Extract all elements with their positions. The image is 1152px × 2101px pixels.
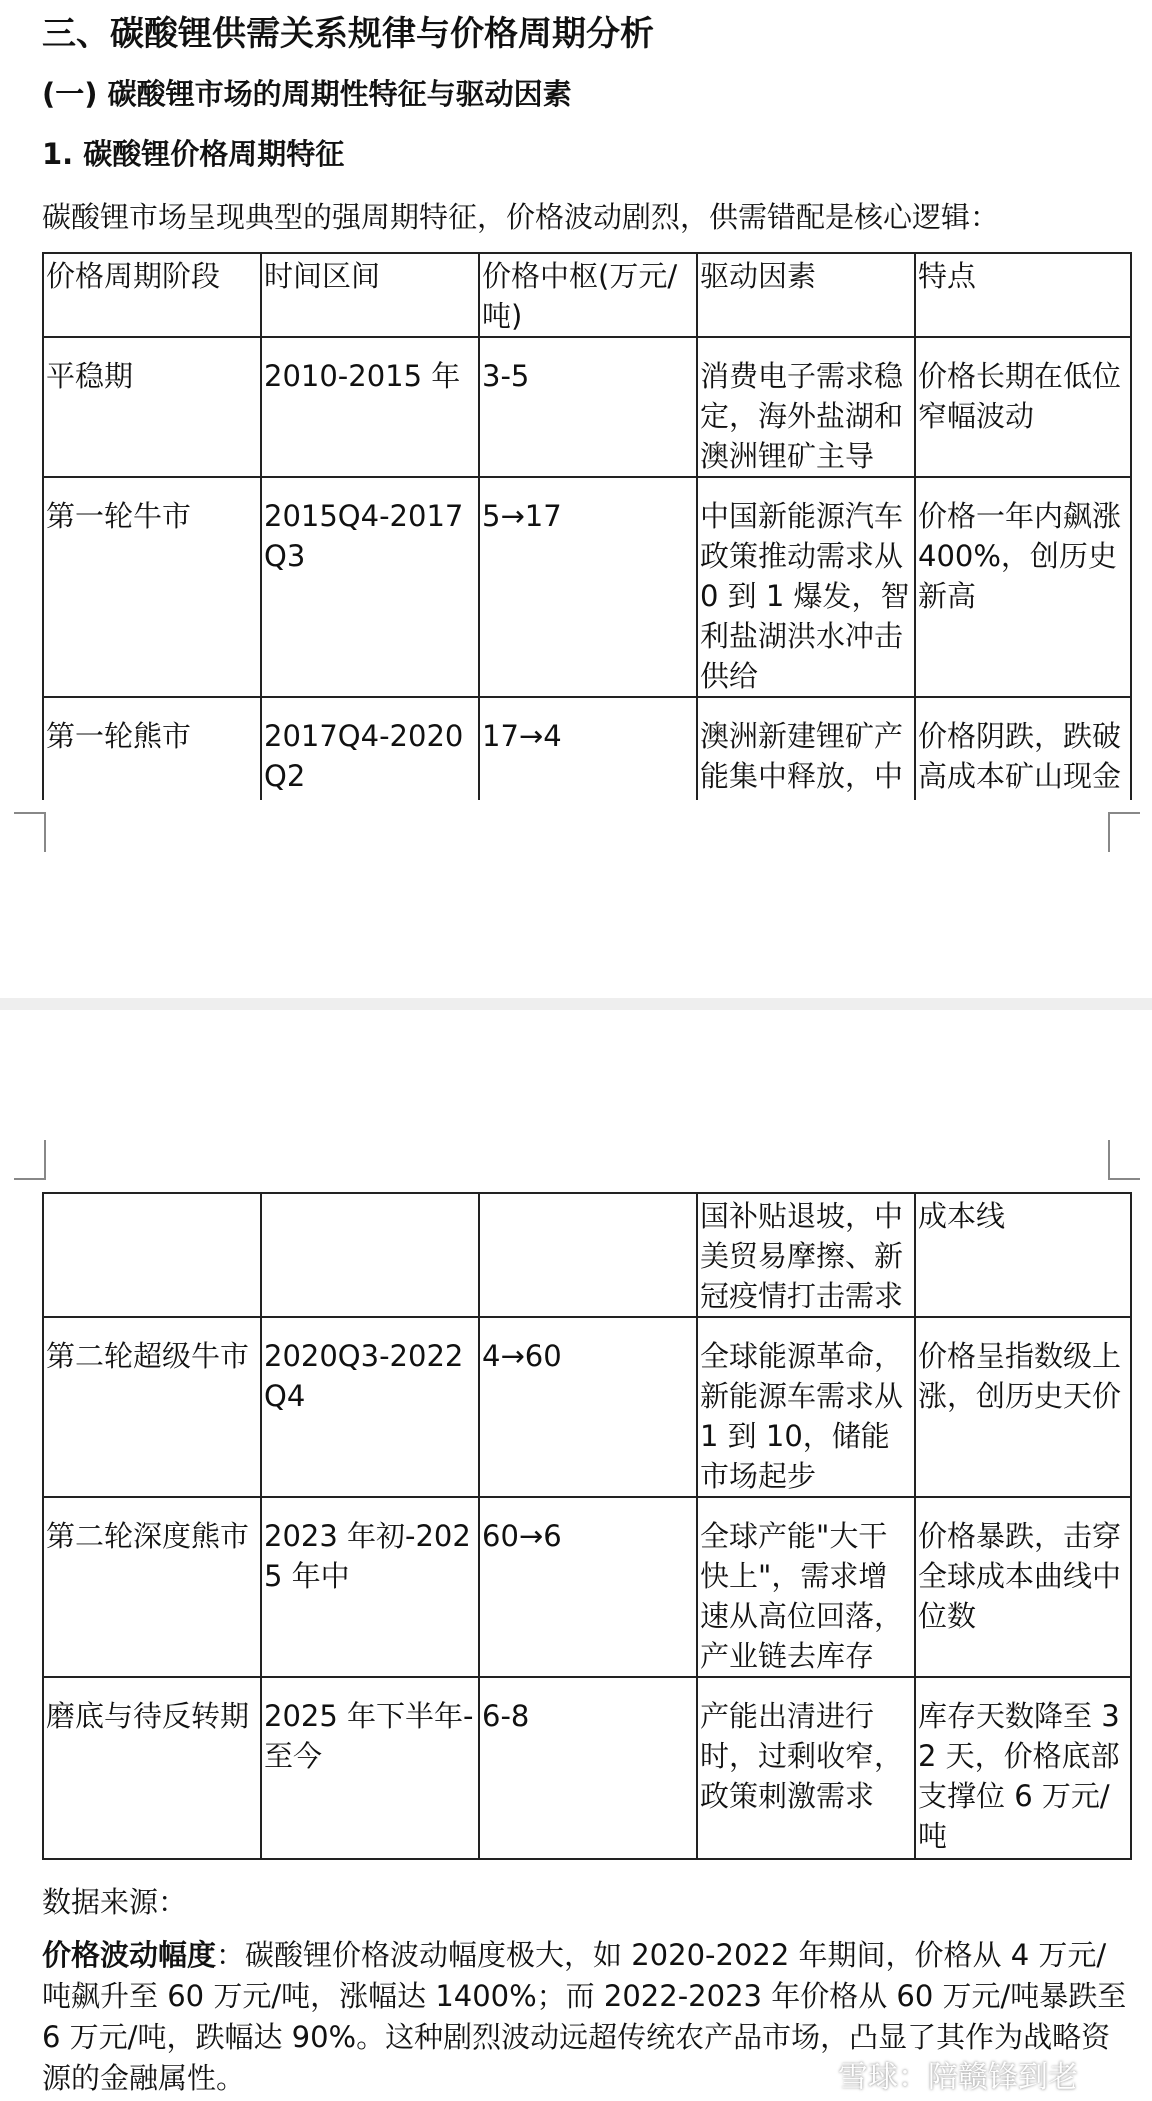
table-cell: 2015Q4-2017Q3 [261, 477, 479, 697]
table-cell [261, 1193, 479, 1317]
table-header-row [43, 253, 1131, 337]
table-cell: 第二轮深度熊市 [43, 1497, 261, 1677]
table-cell: 全球能源革命，新能源车需求从 1 到 10，储能市场起步 [697, 1317, 915, 1497]
table-cell: 磨底与待反转期 [43, 1677, 261, 1859]
table-cell: 2017Q4-2020Q2 [261, 697, 479, 800]
table-cell: 消费电子需求稳定，海外盐湖和澳洲锂矿主导 [697, 337, 915, 477]
table-cell: 4→60 [479, 1317, 697, 1497]
table-cell: 2020Q3-2022Q4 [261, 1317, 479, 1497]
table-cell: 第二轮超级牛市 [43, 1317, 261, 1497]
table-cell: 第一轮熊市 [43, 697, 261, 800]
header-cell: 价格周期阶段 [43, 253, 261, 337]
table-row [43, 1677, 1131, 1859]
table-page-1 [42, 252, 1132, 800]
header-cell: 驱动因素 [697, 253, 915, 337]
table-cell: 第一轮牛市 [43, 477, 261, 697]
page-break [0, 800, 1152, 1192]
table-cell [479, 1193, 697, 1317]
section-title: 三、碳酸锂供需关系规律与价格周期分析 [42, 14, 654, 54]
page-corner-mark [14, 1140, 46, 1180]
table-cell: 澳洲新建锂矿产能集中释放，中 [697, 697, 915, 800]
page-corner-mark [14, 812, 46, 852]
table-cell: 价格暴跌，击穿全球成本曲线中位数 [915, 1497, 1131, 1677]
table-cell: 2023 年初-2025 年中 [261, 1497, 479, 1677]
table-cell: 全球产能"大干快上"，需求增速从高位回落，产业链去库存 [697, 1497, 915, 1677]
table-cell: 60→6 [479, 1497, 697, 1677]
header-cell: 特点 [915, 253, 1131, 337]
table-cell: 价格呈指数级上涨，创历史天价 [915, 1317, 1131, 1497]
table-row [43, 1497, 1131, 1677]
table-cell: 价格阴跌，跌破高成本矿山现金 [915, 697, 1131, 800]
table-cell: 2025 年下半年-至今 [261, 1677, 479, 1859]
header-cell: 价格中枢(万元/吨) [479, 253, 697, 337]
price-cycle-table-continued [42, 1192, 1132, 1860]
page-corner-mark [1108, 812, 1140, 852]
table-cell: 国补贴退坡，中美贸易摩擦、新冠疫情打击需求 [697, 1193, 915, 1317]
header-cell: 时间区间 [261, 253, 479, 337]
table-page-2 [42, 1192, 1132, 1860]
table-cell: 库存天数降至 32 天，价格底部支撑位 6 万元/吨 [915, 1677, 1131, 1859]
table-cell: 17→4 [479, 697, 697, 800]
table-row [43, 337, 1131, 477]
table-cell: 价格一年内飙涨 400%，创历史新高 [915, 477, 1131, 697]
table-cell: 2010-2015 年 [261, 337, 479, 477]
table-cell: 产能出清进行时，过剩收窄，政策刺激需求 [697, 1677, 915, 1859]
paragraph-bold-lead: 价格波动幅度 [42, 1938, 217, 1972]
table-row [43, 697, 1131, 800]
subsection-title: (一) 碳酸锂市场的周期性特征与驱动因素 [42, 77, 572, 111]
table-cell: 6-8 [479, 1677, 697, 1859]
table-cell: 中国新能源汽车政策推动需求从 0 到 1 爆发，智利盐湖洪水冲击供给 [697, 477, 915, 697]
table-cell: 成本线 [915, 1193, 1131, 1317]
subsubsection-title: 1. 碳酸锂价格周期特征 [42, 137, 345, 171]
paragraph-body: ：碳酸锂价格波动幅度极大，如 2020-2022 年期间，价格从 4 万元/吨飙升至 60 万元/吨，涨幅达 1400%；而 2022-2023 年价格从 60 万元/吨暴跌至 6 万元/吨，跌幅达 90%。这种剧烈波动远超传统农产品市场，凸显了其作为战略资源的金融属性。 [42, 1938, 1127, 2095]
table-cell: 3-5 [479, 337, 697, 477]
watermark: 雪球：陪赣锋到老 [838, 2060, 1078, 2095]
table-cell: 5→17 [479, 477, 697, 697]
table-cell [43, 1193, 261, 1317]
table-row [43, 1317, 1131, 1497]
table-row [43, 477, 1131, 697]
intro-paragraph: 碳酸锂市场呈现典型的强周期特征，价格波动剧烈，供需错配是核心逻辑： [42, 200, 1000, 234]
price-cycle-table [42, 252, 1132, 800]
data-source-label: 数据来源： [42, 1885, 188, 1919]
table-row [43, 1193, 1131, 1317]
page-corner-mark [1108, 1140, 1140, 1180]
table-cell: 价格长期在低位窄幅波动 [915, 337, 1131, 477]
table-cell: 平稳期 [43, 337, 261, 477]
page-separator [0, 998, 1152, 1010]
